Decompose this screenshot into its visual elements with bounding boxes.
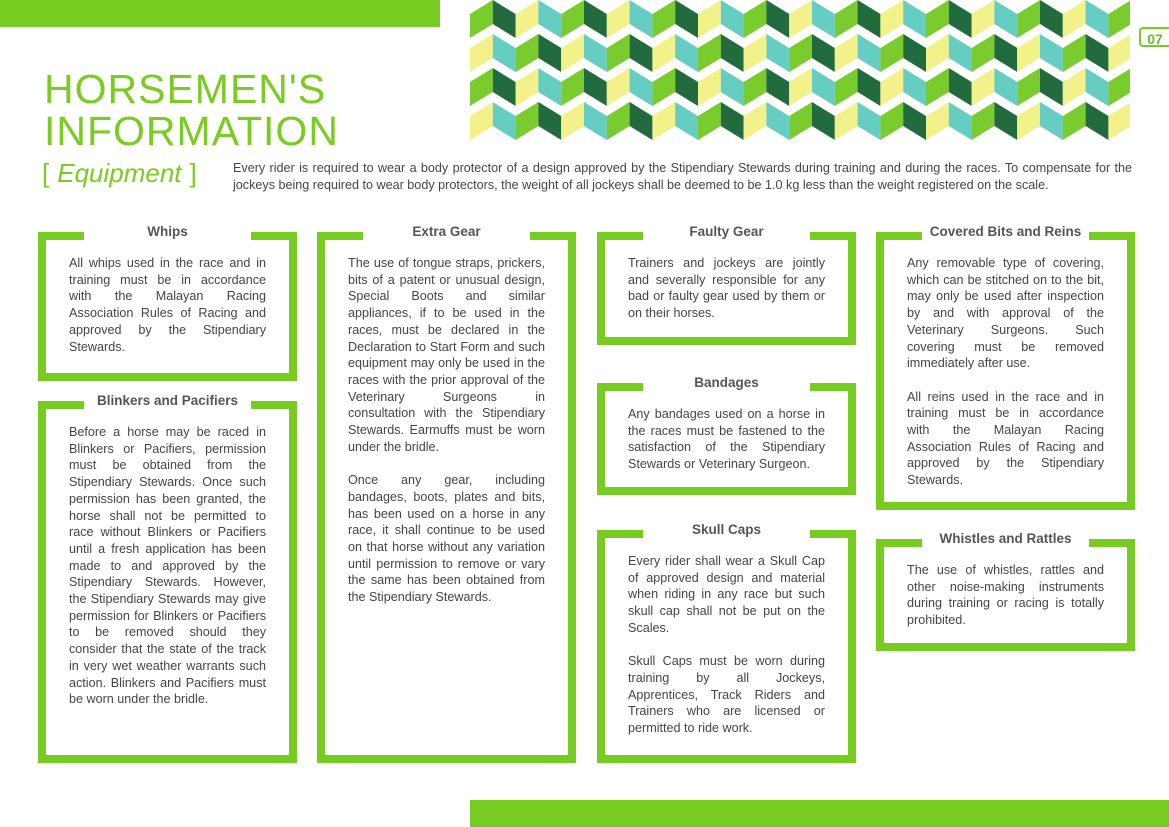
chevron-tile — [994, 102, 1017, 140]
page-number: 07 — [1139, 27, 1169, 47]
box-text-2: All reins used in the race and in training must be in accordance with the Malayan Racing Association Rules of Racing and approved by the Stipendiary Stewards. — [907, 389, 1104, 488]
chevron-tile — [721, 34, 744, 72]
chevron-tile — [744, 102, 767, 140]
chevron-tile — [493, 34, 516, 72]
chevron-tile — [698, 34, 721, 72]
chevron-tile — [972, 34, 995, 72]
box-title: Blinkers and Pacifiers — [96, 393, 239, 408]
chevron-tile — [744, 34, 767, 72]
chevron-tile — [1017, 34, 1040, 72]
chevron-tile — [949, 102, 972, 140]
chevron-tile — [1108, 68, 1130, 106]
chevron-tile — [1040, 34, 1063, 72]
chevron-tile — [858, 0, 881, 38]
box-whistles-rattles — [876, 531, 1135, 651]
chevron-tile — [1086, 102, 1109, 140]
chevron-tile — [675, 0, 698, 38]
chevron-tile — [1040, 0, 1063, 38]
chevron-tile — [652, 102, 675, 140]
chevron-tile — [607, 102, 630, 140]
chevron-tile — [1108, 102, 1130, 140]
chevron-tile — [994, 0, 1017, 38]
chevron-tile — [766, 0, 789, 38]
chevron-tile — [835, 102, 858, 140]
chevron-tile — [470, 34, 493, 72]
chevron-tile — [812, 102, 835, 140]
chevron-tile — [630, 0, 653, 38]
chevron-tile — [1063, 68, 1086, 106]
chevron-tile — [561, 0, 584, 38]
chevron-tile — [812, 34, 835, 72]
box-blinkers-pacifiers — [38, 393, 297, 763]
chevron-tile — [766, 102, 789, 140]
box-title: Whistles and Rattles — [939, 531, 1072, 546]
chevron-tile — [789, 0, 812, 38]
chevron-tile — [972, 0, 995, 38]
box-title: Extra Gear — [412, 224, 481, 239]
chevron-tile — [972, 102, 995, 140]
chevron-tile — [607, 0, 630, 38]
chevron-tile — [903, 102, 926, 140]
chevron-tile — [880, 68, 903, 106]
chevron-tile — [493, 0, 516, 38]
chevron-tile — [493, 102, 516, 140]
box-text: Every rider shall wear a Skull Cap of approved design and material when riding in any race but such skull cap shall not be put on the Scales. — [628, 554, 825, 635]
box-text: Trainers and jockeys are jointly and severally responsible for any bad or faulty gear used by them or on their horses. — [628, 256, 825, 321]
chevron-tile — [1017, 0, 1040, 38]
chevron-tile — [949, 0, 972, 38]
chevron-tile — [584, 0, 607, 38]
chevron-tile — [1017, 102, 1040, 140]
box-title: Bandages — [694, 375, 759, 390]
box-extra-gear — [317, 224, 576, 763]
chevron-tile — [880, 102, 903, 140]
chevron-tile — [1086, 68, 1109, 106]
chevron-tile — [926, 0, 949, 38]
chevron-tile — [584, 102, 607, 140]
chevron-tile — [721, 68, 744, 106]
page-title: HORSEMEN'S INFORMATION — [44, 66, 339, 154]
chevron-tile — [1063, 34, 1086, 72]
chevron-tile — [698, 0, 721, 38]
chevron-tile — [1040, 102, 1063, 140]
bracket-open: [ — [42, 158, 50, 188]
chevron-tile — [721, 102, 744, 140]
top-accent-bar — [0, 0, 440, 27]
chevron-tile — [516, 102, 539, 140]
chevron-tile — [652, 0, 675, 38]
chevron-tile — [607, 34, 630, 72]
box-bandages — [597, 375, 856, 495]
box-whips — [38, 224, 297, 381]
chevron-tile — [561, 102, 584, 140]
chevron-tile — [516, 68, 539, 106]
chevron-tile — [766, 68, 789, 106]
chevron-tile — [926, 34, 949, 72]
chevron-tile — [698, 68, 721, 106]
box-title: Covered Bits and Reins — [929, 224, 1082, 239]
chevron-tile — [470, 68, 493, 106]
box-title: Skull Caps — [691, 522, 762, 537]
chevron-tile — [538, 102, 561, 140]
chevron-tile — [880, 0, 903, 38]
chevron-tile — [538, 34, 561, 72]
bottom-accent-bar — [470, 800, 1169, 827]
chevron-tile — [903, 34, 926, 72]
chevron-tile — [675, 102, 698, 140]
chevron-tile — [493, 68, 516, 106]
chevron-tile — [470, 0, 493, 38]
box-text: The use of whistles, rattles and other noise-making instruments during training or racing is totally prohibited. — [907, 563, 1104, 628]
chevron-tile — [652, 34, 675, 72]
chevron-tile — [1086, 0, 1109, 38]
chevron-tile — [949, 68, 972, 106]
chevron-tile — [675, 34, 698, 72]
chevron-tile — [835, 68, 858, 106]
chevron-tile — [1063, 102, 1086, 140]
chevron-tile — [972, 68, 995, 106]
chevron-tile — [538, 68, 561, 106]
chevron-tile — [584, 34, 607, 72]
chevron-pattern — [470, 0, 1130, 140]
chevron-tile — [926, 68, 949, 106]
box-text: Any removable type of covering, which can be stitched on to the bit, may only be used after inspection by and with approval of the Veterinary Surgeons. Such covering must be removed immediately after use. — [907, 256, 1104, 371]
box-text: Before a horse may be raced in Blinkers or Pacifiers, permission must be obtained from the Stipendiary Stewards. Once such permission has been granted, the horse shall not be permitted to race without Blinkers or Pacifiers until a fresh application has been made to and approved by the Stipendiary Stewards. However, the Stipendiary Stewards may give permission for Blinkers or Pacifiers to be removed should they consider that the state of the track in very wet weather warrants such action. Blinkers and Pacifiers must be worn under the bridle. — [69, 425, 266, 707]
chevron-tile — [630, 102, 653, 140]
chevron-tile — [744, 68, 767, 106]
section-name: Equipment — [57, 158, 182, 188]
chevron-tile — [652, 68, 675, 106]
chevron-tile — [835, 34, 858, 72]
box-text: Any bandages used on a horse in the races must be fastened to the satisfaction of the Stipendiary Stewards or Veterinary Surgeon. — [628, 407, 825, 472]
chevron-tile — [812, 68, 835, 106]
chevron-tile — [789, 34, 812, 72]
chevron-tile — [1063, 0, 1086, 38]
chevron-tile — [561, 34, 584, 72]
chevron-tile — [994, 68, 1017, 106]
box-title: Faulty Gear — [689, 224, 764, 239]
chevron-tile — [903, 0, 926, 38]
chevron-tile — [584, 68, 607, 106]
chevron-tile — [1108, 34, 1130, 72]
chevron-tile — [858, 34, 881, 72]
chevron-tile — [516, 34, 539, 72]
box-faulty-gear — [597, 224, 856, 345]
intro-text: Every rider is required to wear a body protector of a design approved by the Stipendiary Stewards during training and during the races. To compensate for the jockeys being required to wear body protectors, the weight of all jockeys shall be deemed to be 1.0 kg less than the weight registered on the scale. — [233, 161, 1132, 192]
chevron-tile — [1040, 68, 1063, 106]
chevron-tile — [630, 68, 653, 106]
chevron-tile — [1017, 68, 1040, 106]
chevron-tile — [903, 68, 926, 106]
chevron-tile — [470, 102, 493, 140]
chevron-tile — [744, 0, 767, 38]
bracket-close: ] — [189, 158, 197, 188]
box-text-2: Once any gear, including bandages, boots, plates and bits, has been used on a horse in any race, it shall continue to be used on that horse without any variation until permission to remove or vary the same has been obtained from the Stipendiary Stewards. — [348, 473, 545, 605]
chevron-tile — [789, 102, 812, 140]
chevron-tile — [675, 68, 698, 106]
chevron-tile — [835, 0, 858, 38]
chevron-tile — [698, 102, 721, 140]
chevron-tile — [926, 102, 949, 140]
chevron-tile — [858, 102, 881, 140]
chevron-tile — [516, 0, 539, 38]
chevron-tile — [607, 68, 630, 106]
box-text: The use of tongue straps, prickers, bits of a patent or unusual design, Special Boots and similar appliances, if to be used in the races, must be declared in the Declaration to Start Form and such equipment may only be used in the races with the prior approval of the Veterinary Surgeons in consultation with the Stipendiary Stewards. Earmuffs must be worn under the bridle. — [348, 256, 545, 454]
chevron-tile — [812, 0, 835, 38]
chevron-tile — [994, 34, 1017, 72]
chevron-tile — [880, 34, 903, 72]
chevron-tile — [789, 68, 812, 106]
box-text-2: Skull Caps must be worn during training by all Jockeys, Apprentices, Track Riders and Trainers who are licensed or permitted to ride work. — [628, 654, 825, 736]
chevron-tile — [538, 0, 561, 38]
box-title: Whips — [147, 224, 188, 239]
box-covered-bits-reins — [876, 224, 1135, 510]
chevron-tile — [721, 0, 744, 38]
box-text: All whips used in the race and in training must be in accordance with the Malayan Racing Association Rules of Racing and approved by the Stipendiary Stewards. — [69, 256, 266, 354]
chevron-tile — [1086, 34, 1109, 72]
chevron-tile — [561, 68, 584, 106]
chevron-tile — [630, 34, 653, 72]
section-label — [42, 158, 197, 189]
box-skull-caps — [597, 522, 856, 763]
chevron-tile — [949, 34, 972, 72]
chevron-tile — [1108, 0, 1130, 38]
chevron-tile — [766, 34, 789, 72]
chevron-tile — [858, 68, 881, 106]
